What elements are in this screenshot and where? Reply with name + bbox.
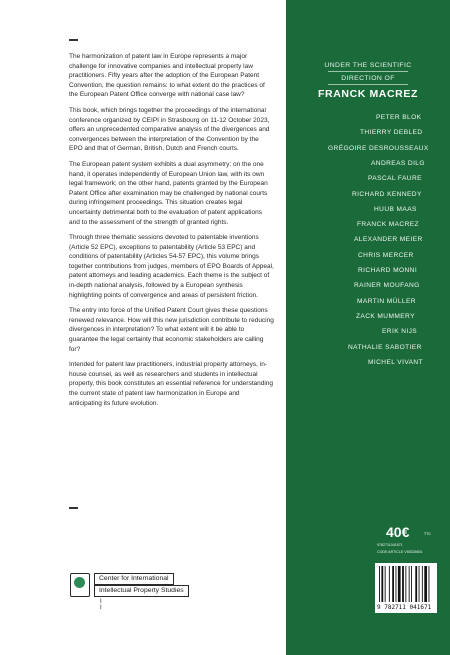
blurb-paragraph: Intended for patent law practitioners, industrial property attorneys, in-house counsel, as well as researchers and students in intellectual property, this book constitutes an essential reference for understanding the current state of patent law harmonization in Europe and anticipating its future evolution.: [69, 361, 274, 407]
contributor-name: RICHARD KENNEDY: [352, 190, 422, 198]
barcode-digits: 9 782711 041671: [377, 604, 432, 611]
contributor-name: PASCAL FAURE: [368, 175, 422, 183]
contributor-name: THIERRY DEBLED: [360, 129, 423, 137]
price: 40€: [386, 524, 410, 540]
contributor-name: ALEXANDER MEIER: [354, 236, 423, 244]
contributor-name: ANDREAS DILG: [371, 159, 425, 167]
barcode: [375, 563, 437, 613]
blurb-paragraph: The entry into force of the Unified Patent Court gives these questions renewed relevance. How will this new jurisdiction contribute to reducing divergences in interpretation? To what extent will it be able to guarantee the legal certainty that economic stakeholders are calling for?: [69, 307, 274, 353]
blurb-paragraph: Through three thematic sessions devoted to patentable inventions (Article 52 EPC), exceptions to patentability (Article 53 EPC) and conditions of patentability (Articles 54-57 EPC), this volume brings together contributions from judges, members of EPO Boards of Appeal, patent attorneys and leading academics. Each theme is the subject of in-depth national analysis, followed by a European synthesis highlighting points of convergence and areas of persistent friction.: [69, 234, 274, 299]
contributor-name: MICHEL VIVANT: [368, 358, 424, 366]
ceipi-logo-mark-icon: [70, 573, 90, 597]
blurb-paragraph: The harmonization of patent law in Europe represents a major challenge for innovative companies and intellectual property law practitioners. Fifty years after the adoption of the European Patent Convention, the question remains: to what extent do the practices of the European Patent Office converge with national case law?: [69, 53, 265, 99]
isbn-text: 9782711041671: [377, 543, 403, 547]
contributor-name: FRANCK MACREZ: [357, 221, 419, 229]
contributor-name: CHRIS MERCER: [358, 251, 414, 259]
author-sidebar: [286, 0, 450, 655]
contributor-name: NATHALIE SABOTIER: [348, 343, 422, 351]
contributor-name: GRÉGOIRE DESROUSSEAUX: [328, 144, 429, 152]
direction-underline: [328, 84, 408, 85]
barcode-bars-icon: [375, 563, 437, 603]
contributor-name: ZACK MUMMERY: [356, 312, 415, 320]
article-code: CODE ARTICLE V80326601: [377, 550, 423, 554]
direction-label-line2: DIRECTION OF: [341, 75, 395, 82]
contributor-name: ERIK NIJS: [382, 328, 418, 336]
logo-ticks: I I: [100, 599, 110, 611]
logo-line2: Intellectual Property Studies: [94, 585, 189, 597]
logo-line1: Center for International: [94, 573, 174, 585]
contributor-name: RAINER MOUFANG: [354, 282, 420, 290]
blurb-paragraph: This book, which brings together the proceedings of the international conference organized by CEIPI in Strasbourg on 11-12 October 2023, offers an unprecedented comparative analysis of the divergences and convergences between the interpretation of the Convention by the EPO and that of German, British, Dutch and French courts.: [69, 106, 270, 153]
main-author: FRANCK MACREZ: [318, 88, 418, 100]
contributor-name: MARTIN MÜLLER: [357, 297, 416, 305]
price-note: TTC: [424, 532, 431, 536]
blurb-paragraph: The European patent system exhibits a dual asymmetry: on the one hand, it operates independently of European Union law, with its own legal framework; on the other hand, patents granted by the European Patent Office after examination may be challenged by national courts during infringement proceedings. This situation creates legal uncertainty detrimental both to the evaluation of patent applications and to the assessment of the strength of granted rights.: [69, 160, 268, 226]
blurb: [69, 52, 274, 414]
contributor-name: HUUB MAAS: [374, 205, 417, 213]
contributor-name: RICHARD MONNI: [358, 267, 418, 274]
top-divider: [69, 39, 78, 41]
contributor-name: PETER BLOK: [376, 114, 422, 121]
bottom-divider: [69, 507, 78, 509]
direction-label-line1: UNDER THE SCIENTIFIC: [324, 62, 412, 69]
direction-underline: [328, 71, 408, 72]
